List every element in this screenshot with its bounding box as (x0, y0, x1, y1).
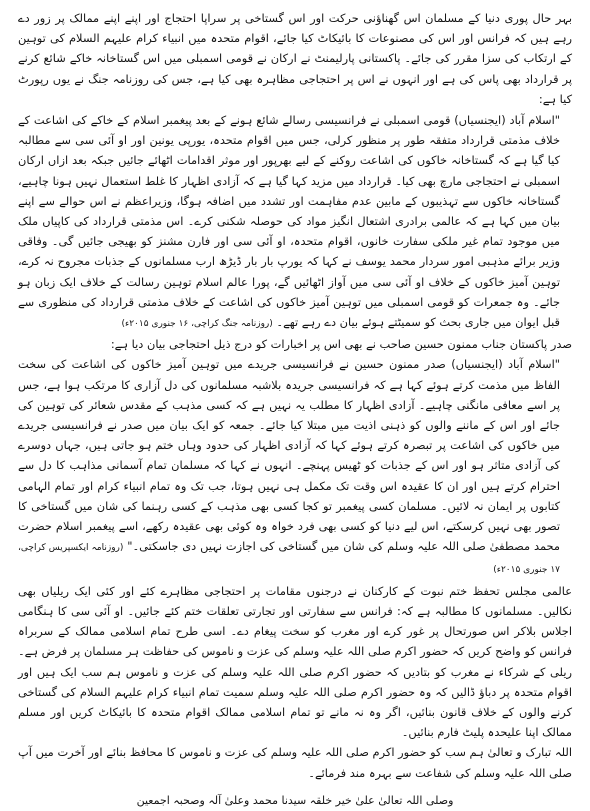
demands-paragraph: عالمی مجلس تحفظ ختم نبوت کے کارکنان نے درجنوں مقامات پر احتجاجی مظاہرے کئے اور کئی ایک ریلیاں بھی نکالیں۔ مسلمانوں کا مطالبہ ہے کہ: فرانس سے سفارتی اور تجارتی تعلقات ختم کئے جائیں۔ او آئی سی کا ہنگامی اجلاس بلاکر اس صورتحال پر غور کرے اور مغرب کو سخت پیغام دے۔ اسی طرح تمام اسلامی ممالک کے سربراہ فرانس کو واضح کریں کہ حضور اکرم صلی اللہ علیہ وسلم کی عزت و ناموس کی حفاظت ہر مسلمان پر فرض ہے۔ ریلی کے شرکاء نے مغرب کو بتادیں کہ حضور اکرم صلی اللہ علیہ وسلم کی عزت و ناموس ہم سب ایک ہیں اور اقوام متحدہ پر دباؤ ڈالیں کہ وہ حضور اکرم صلی اللہ علیہ وسلم سمیت تمام انبیاء کرام علیہم السلام کی گستاخی کرنے والوں کے خلاف قانون بنائیں، اگر وہ نہ مانے تو تمام اسلامی ممالک اقوام متحدہ کا بائیکاٹ کریں اور مسلم ممالک اپنا علیحدہ پلیٹ فارم بنائیں۔ (18, 583, 572, 740)
assembly-news-text: "اسلام آباد (ایجنسیاں) قومی اسمبلی نے فرانسیسی رسالے شائع ہونے کے بعد پیغمبر اسلام کے خاکے کی اشاعت کے خلاف مذمتی قرارداد متفقہ طور پر منظور کرلی، جس میں اقوام متحدہ، یورپی یونین اور او آئی سی سے مطالبہ کیا گیا ہے کہ گستاخانہ خاکوں کی اشاعت روکنے کے لیے بھرپور اور موثر اقدامات اٹھائے جائیں جبکہ بعد ازاں ارکان اسمبلی نے احتجاجی مارچ بھی کیا۔ قرارداد میں مزید کہا گیا ہے کہ آزادی اظہار کا غلط استعمال نہیں ہونا چاہیے، گستاخانہ خاکوں سے تہذیبوں کے مابین عدم مفاہمت اور تشدد میں اضافہ ہوگا، وزیراعظم نے اس حوالے سے اپنے بیان میں کہا ہے کہ عالمی برادری اشتعال انگیز مواد کی حوصلہ شکنی کرے۔ اس مذمتی قرارداد کی کاپیاں ملک میں موجود تمام غیر ملکی سفارت خانوں، اقوام متحدہ، او آئی سی اور فارن مشنز کو بھیجی جائیں گی۔ وفاقی وزیر برائے مذہبی امور سردار محمد یوسف نے کہا کہ یورپ بار بار ڈیڑھ ارب مسلمانوں کے جذبات مجروح نہ کرے، توہین آمیز خاکوں کے خلاف او آئی سی میں آواز اٹھائیں گے، پورا عالم اسلام توہین رسالت کے خلاف ایک زبان ہو جائے۔ وہ جمعرات کو قومی اسمبلی میں توہین آمیز خاکوں کی اشاعت کے خلاف مذمتی قرارداد کی منظوری سے قبل ایوان میں جاری بحث کو سمیٹتے ہوئے بیان دے رہے تھے۔ (18, 113, 560, 330)
assembly-news-quote (18, 110, 572, 334)
closing-salutation: وصلی اللہ تعالیٰ علیٰ خیر خلقہ سیدنا محمد وعلیٰ آلہ وصحبہ اجمعین (136, 793, 454, 807)
president-statement-quote (18, 354, 572, 580)
assembly-news-citation: (روزنامہ جنگ کراچی، ۱۶ جنوری ۲۰۱۵ء) (121, 319, 273, 330)
president-intro-paragraph: صدر پاکستان جناب ممنون حسین صاحب نے بھی اس پر اخبارات کو درج ذیل احتجاجی بیان دیا ہے: (110, 337, 572, 352)
prayer-paragraph: اللہ تبارک و تعالیٰ ہم سب کو حضور اکرم صلی اللہ علیہ وسلم کی عزت و ناموس کا محافظ بنائے اور آخرت میں آپ صلی اللہ علیہ وسلم کی شفاعت سے بہرہ مند فرمائے۔ (18, 745, 572, 780)
president-statement-citation: (روزنامہ ایکسپریس کراچی، ۱۷ جنوری ۲۰۱۵ء) (18, 543, 560, 576)
intro-paragraph: بہر حال پوری دنیا کے مسلمان اس گھناؤنی حرکت اور اس گستاخی پر سراپا احتجاج اور اپنے اپنے ممالک پر زور دے رہے ہیں کہ فرانس اور اس کی مصنوعات کا بائیکاٹ کیا جائے، اقوام متحدہ میں انبیاء کرام علیہم السلام کی توہین کے ارتکاب کی سزا مقرر کی جائے۔ پاکستانی پارلیمنٹ نے ارکان نے قومی اسمبلی میں اس گستاخانہ خاکے شائع کرنے پر قرارداد بھی پاس کی ہے اور انہوں نے اس پر احتجاجی مظاہرہ بھی کیا ہے، جس کی روزنامہ جنگ نے یوں رپورٹ کیا ہے: (18, 11, 572, 106)
president-statement-text: "اسلام آباد (ایجنسیاں) صدر ممنون حسین نے فرانسیسی جریدے میں توہین آمیز خاکوں کی اشاعت کی سخت الفاظ میں مذمت کرتے ہوئے کہا ہے کہ فرانسیسی جریدہ بلاشبہ مسلمانوں کی دل آزاری کا مرتکب ہوا ہے، جس پر اسے معافی مانگنی چاہیے۔ آزادی اظہار کا مطلب یہ نہیں ہے کہ کسی مذہب کے مقدس شعائر کی توہین کی جائے اور اس کے ماننے والوں کو ذہنی اذیت میں مبتلا کیا جائے۔ جمعہ کو ایک بیان میں صدر نے فرانسیسی جریدے میں خاکوں کی اشاعت پر تبصرہ کرتے ہوئے کہا کہ آزادی اظہار کی حدود وہاں ختم ہو جاتی ہیں، جہاں دوسرے کی آزادی متاثر ہو اور اس کے جذبات کو ٹھیس پہنچے۔ انہوں نے کہا کہ مسلمان تمام آسمانی مذاہب کا دل سے احترام کرتے ہیں اور ان کا عقیدہ اس وقت تک مکمل ہی نہیں ہوتا، جب تک وہ تمام انبیاء کرام اور تمام الہامی کتابوں پر ایمان نہ لائیں۔ مسلمان کسی پیغمبر تو کجا کسی بھی مذہب کے کسی رہنما کی شان میں گستاخی کا تصور بھی نہیں کرسکتے، اس لیے دنیا کو کسی بھی فرد خواہ وہ کوئی بھی عقیدہ رکھے، اسے پیغمبر اسلام حضرت محمد مصطفیٰ صلی اللہ علیہ وسلم کی شان میں گستاخی کی اجازت نہیں دی جاسکتی۔" (18, 357, 560, 554)
